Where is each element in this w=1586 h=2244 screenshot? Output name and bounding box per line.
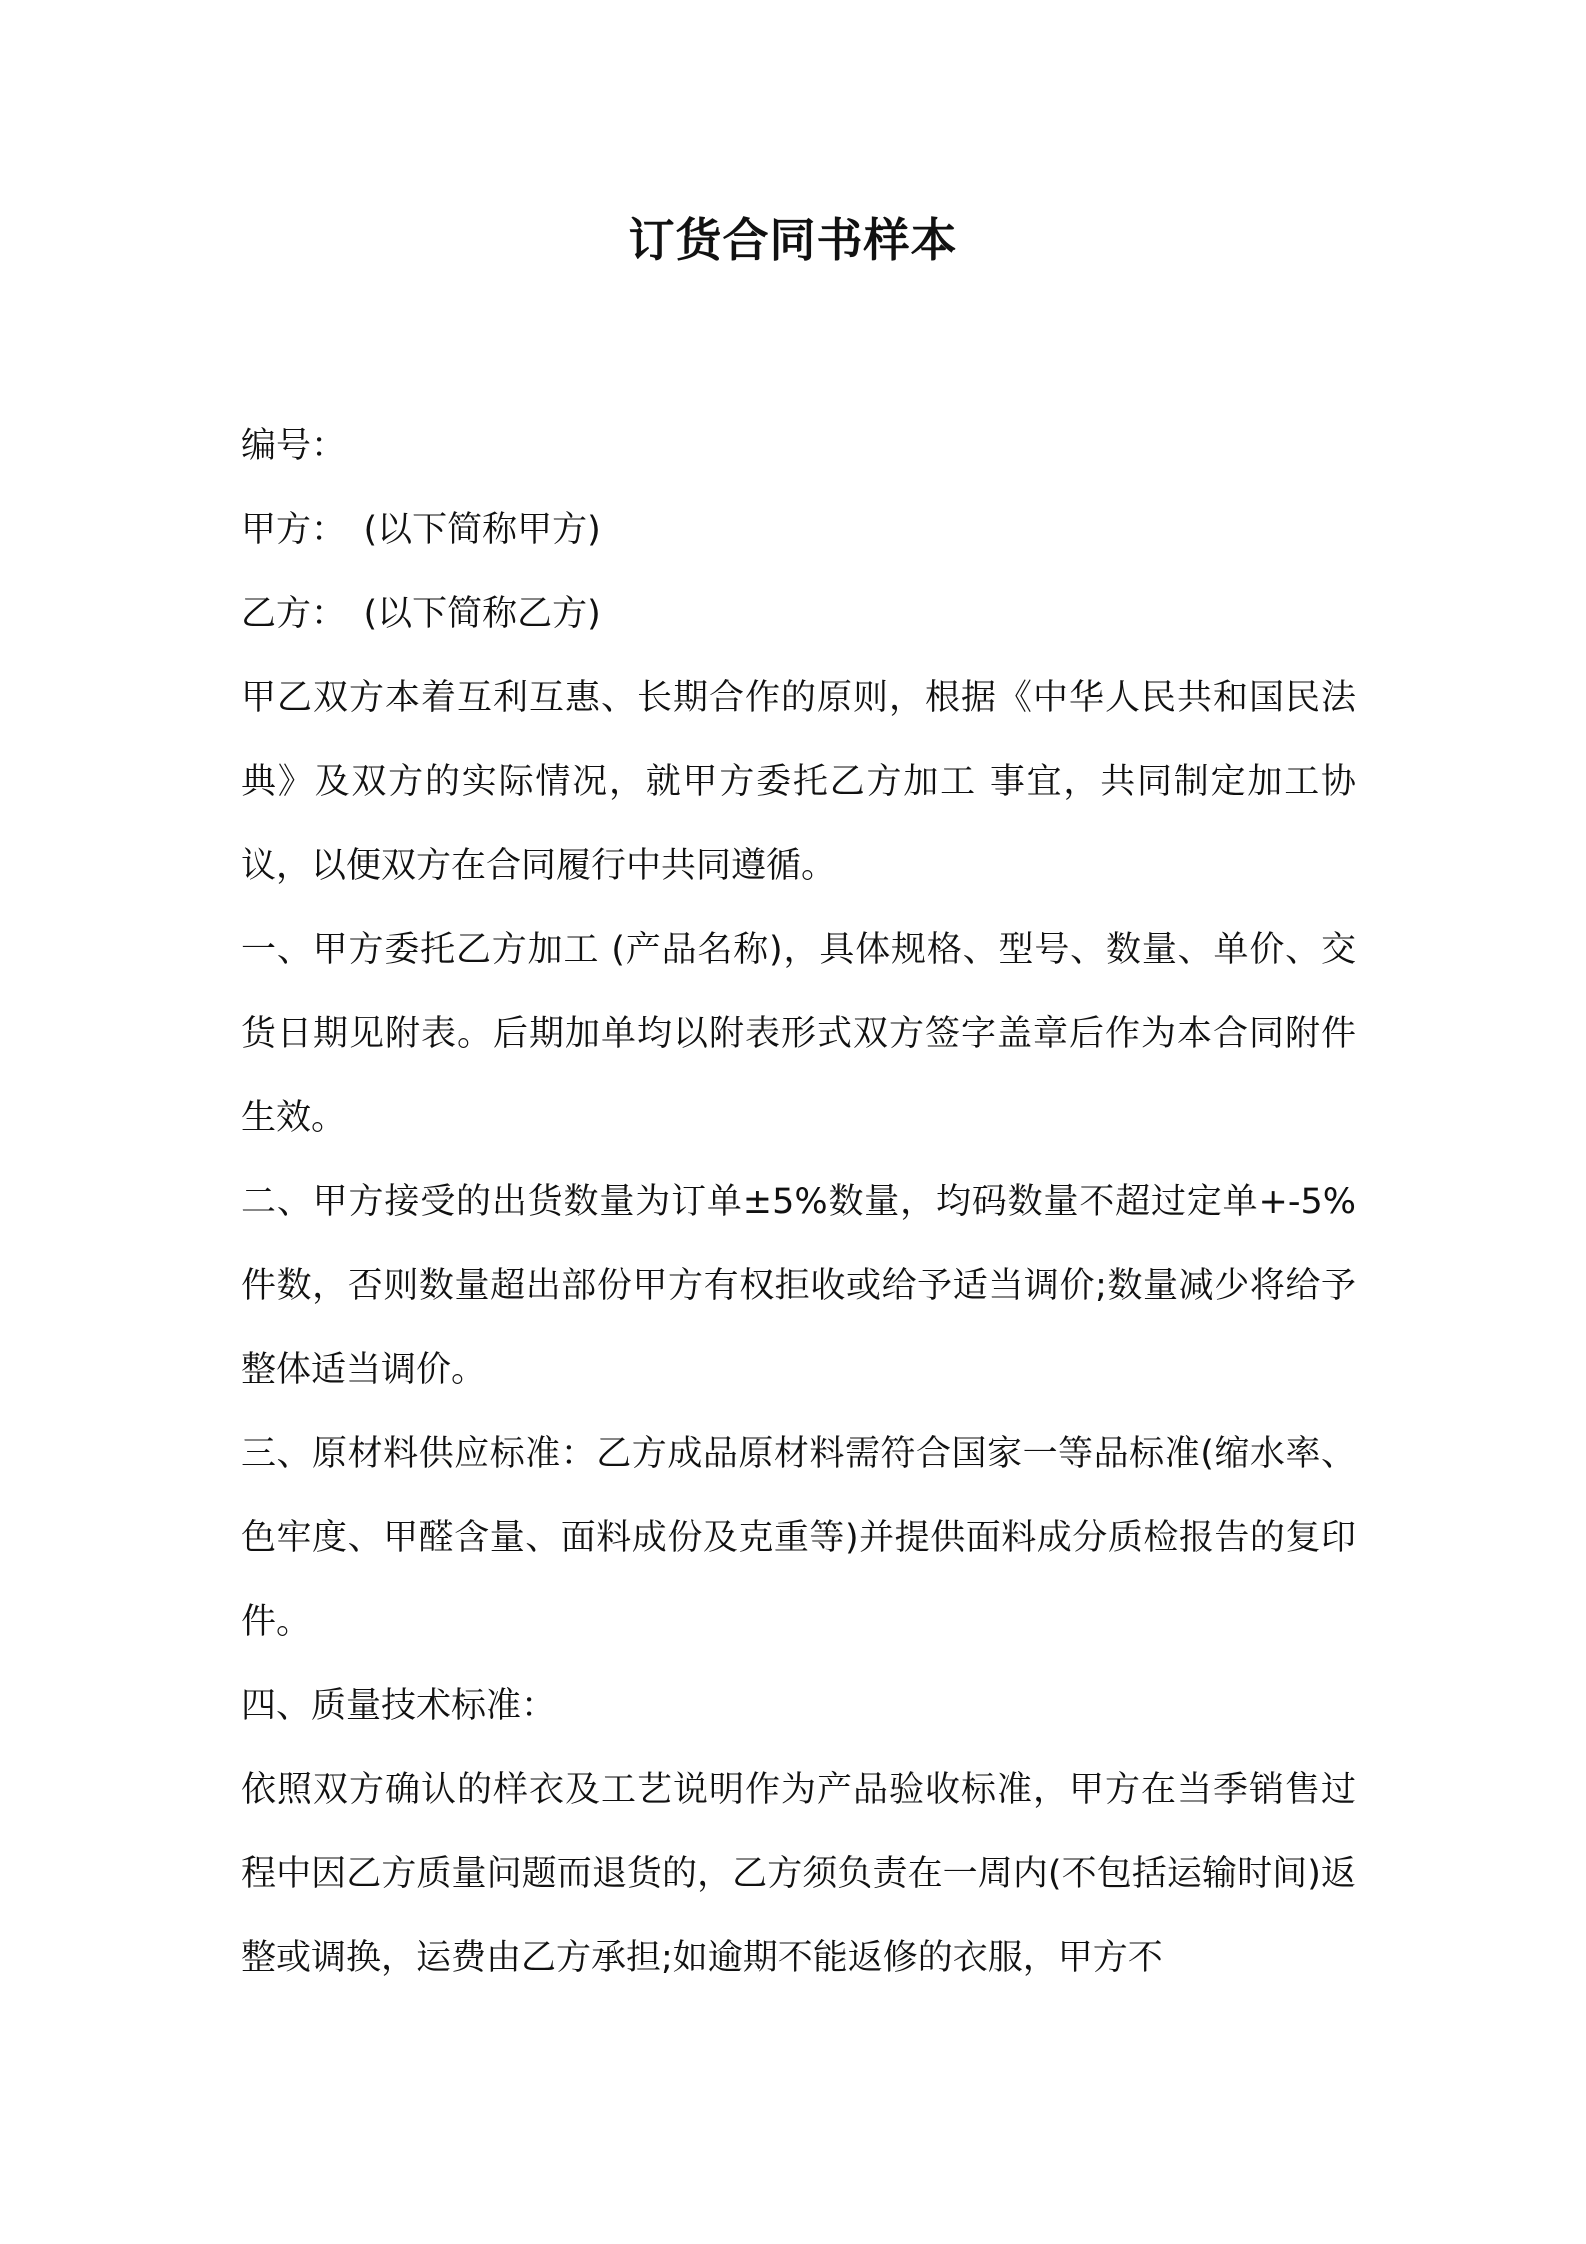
document-title: 订货合同书样本 <box>628 213 958 267</box>
clause-4-heading: 四、质量技术标准： <box>241 1686 557 1726</box>
clause-1-paragraph: 一、甲方委托乙方加工 (产品名称)，具体规格、型号、数量、单价、交货日期见附表。后期加单均以附表形式双方签字盖章后作为本合同附件生效。 <box>241 930 1356 1138</box>
clause-3-paragraph: 三、原材料供应标准：乙方成品原材料需符合国家一等品标准(缩水率、色牢度、甲醛含量、面料成份及克重等)并提供面料成分质检报告的复印件。 <box>241 1434 1356 1642</box>
clause-4-paragraph: 依照双方确认的样衣及工艺说明作为产品验收标准，甲方在当季销售过程中因乙方质量问题而退货的，乙方须负责在一周内(不包括运输时间)返整或调换，运费由乙方承担;如逾期不能返修的衣服，甲方不 <box>241 1770 1356 1978</box>
preamble-paragraph: 甲乙双方本着互利互惠、长期合作的原则，根据《中华人民共和国民法典》及双方的实际情况，就甲方委托乙方加工 事宜，共同制定加工协议，以便双方在合同履行中共同遵循。 <box>241 678 1356 886</box>
document-body <box>241 404 1356 2000</box>
party-a-line: 甲方： (以下简称甲方) <box>241 510 601 550</box>
contract-number-line: 编号： <box>241 426 347 466</box>
clause-2-paragraph: 二、甲方接受的出货数量为订单±5%数量，均码数量不超过定单+-5%件数，否则数量超出部份甲方有权拒收或给予适当调价;数量减少将给予整体适当调价。 <box>241 1182 1356 1390</box>
party-b-line: 乙方： (以下简称乙方) <box>241 594 601 634</box>
